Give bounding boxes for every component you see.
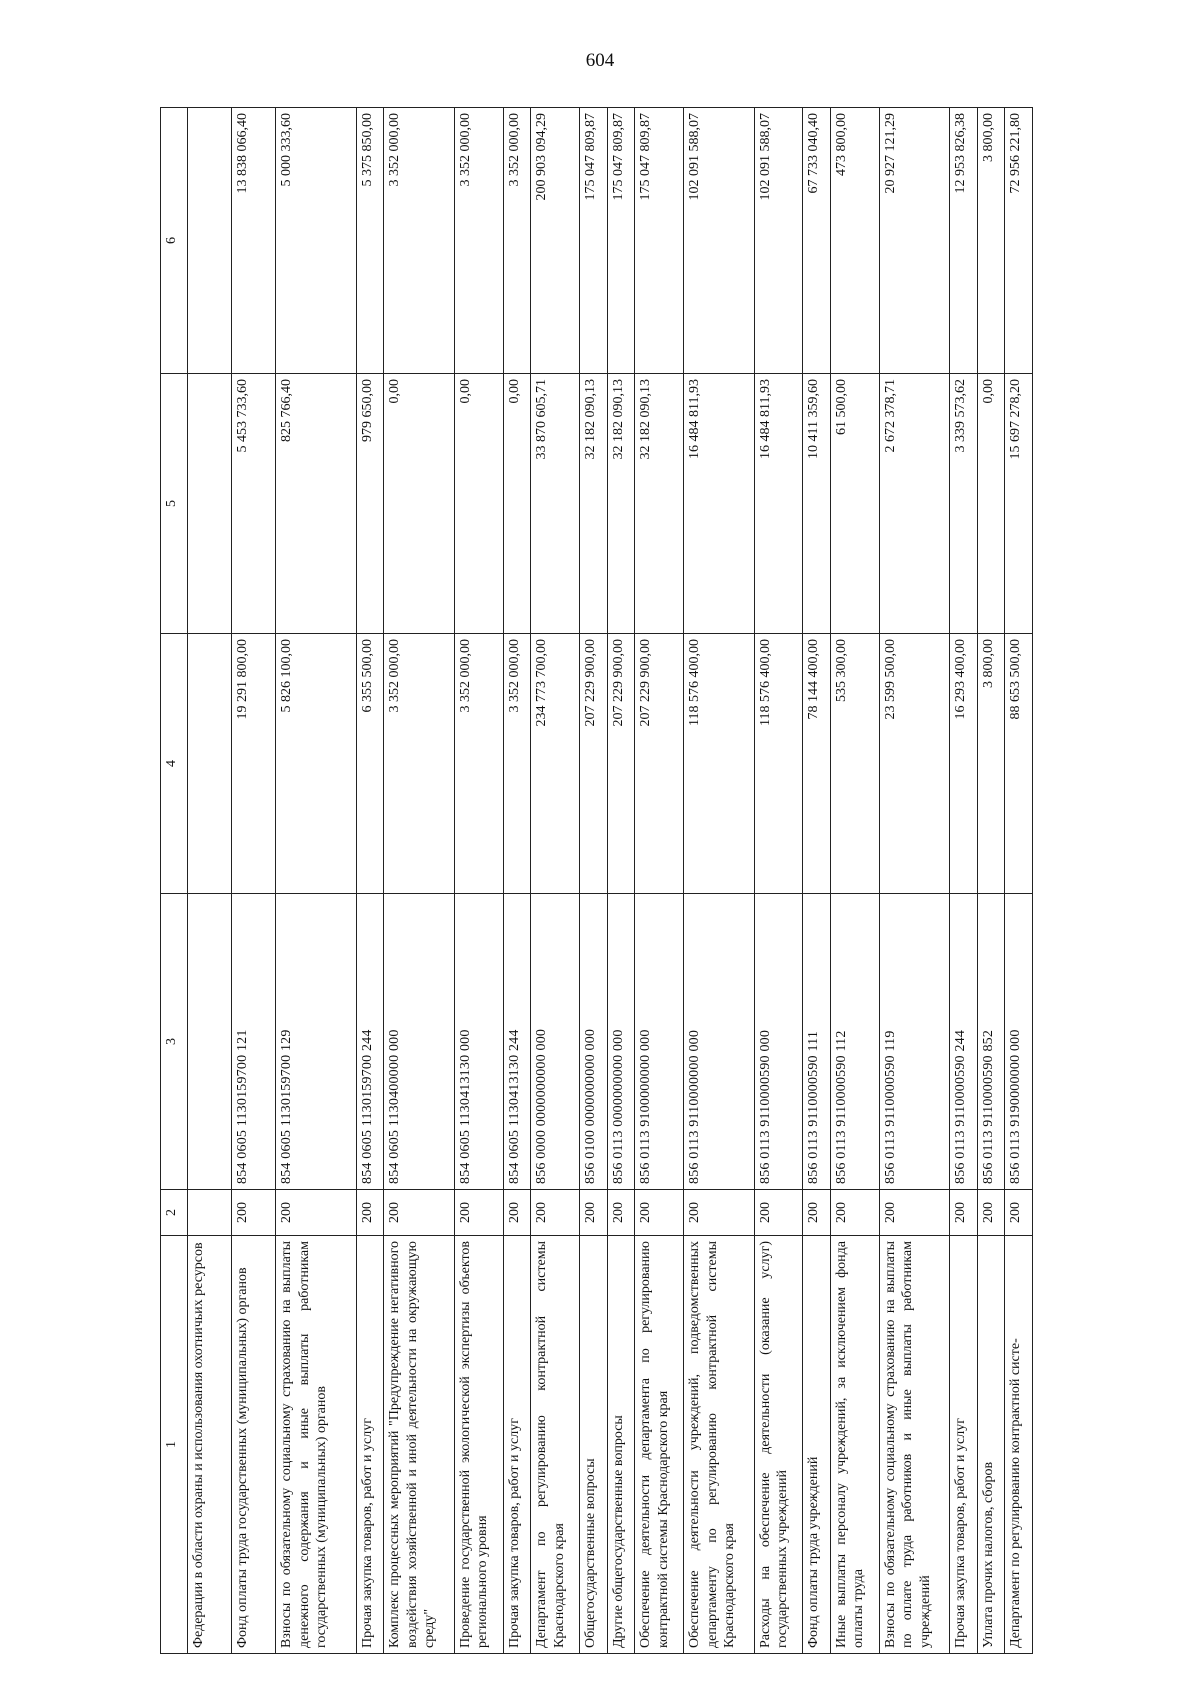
row-code-cell: 200 bbox=[276, 1190, 357, 1236]
row-executed-cell bbox=[188, 374, 232, 634]
row-executed-cell: 0,00 bbox=[384, 374, 454, 634]
row-remaining-cell: 175 047 809,87 bbox=[580, 108, 608, 374]
row-approved-cell: 3 352 000,00 bbox=[503, 634, 531, 894]
row-classifier-cell: 856 0113 9190000000 000 bbox=[1005, 894, 1033, 1190]
table-row bbox=[754, 108, 803, 1654]
row-approved-cell: 207 229 900,00 bbox=[607, 634, 635, 894]
row-name-cell: Взносы по обязательному социальному страхованию на выплаты по оплате труда работников и иные выплаты работникам учреждений bbox=[879, 1236, 949, 1654]
row-classifier-cell: 856 0113 9110000590 119 bbox=[879, 894, 949, 1190]
row-remaining-cell: 3 800,00 bbox=[977, 108, 1005, 374]
row-code-cell: 200 bbox=[454, 1190, 503, 1236]
row-code-cell: 200 bbox=[754, 1190, 803, 1236]
row-approved-cell: 3 800,00 bbox=[977, 634, 1005, 894]
row-code-cell: 200 bbox=[607, 1190, 635, 1236]
row-remaining-cell: 3 352 000,00 bbox=[454, 108, 503, 374]
row-approved-cell: 3 352 000,00 bbox=[384, 634, 454, 894]
table-row bbox=[950, 108, 978, 1654]
row-executed-cell: 0,00 bbox=[454, 374, 503, 634]
row-classifier-cell: 854 0605 1130400000 000 bbox=[384, 894, 454, 1190]
row-classifier-cell: 856 0000 0000000000 000 bbox=[531, 894, 580, 1190]
row-code-cell: 200 bbox=[950, 1190, 978, 1236]
table-row bbox=[356, 108, 384, 1654]
row-name-cell: Прочая закупка товаров, работ и услуг bbox=[503, 1236, 531, 1654]
row-name-cell: Иные выплаты персоналу учреждений, за исключением фонда оплаты труда bbox=[830, 1236, 879, 1654]
row-name-cell: Проведение государственной экологической экспертизы объектов регионального уровня bbox=[454, 1236, 503, 1654]
row-executed-cell: 16 484 811,93 bbox=[684, 374, 754, 634]
row-code-cell: 200 bbox=[803, 1190, 831, 1236]
row-approved-cell: 234 773 700,00 bbox=[531, 634, 580, 894]
table-row bbox=[276, 108, 357, 1654]
column-header-3: 3 bbox=[161, 894, 188, 1190]
row-code-cell: 200 bbox=[1005, 1190, 1033, 1236]
row-remaining-cell: 102 091 588,07 bbox=[754, 108, 803, 374]
row-executed-cell: 16 484 811,93 bbox=[754, 374, 803, 634]
row-approved-cell: 16 293 400,00 bbox=[950, 634, 978, 894]
row-classifier-cell: 856 0113 9110000590 244 bbox=[950, 894, 978, 1190]
row-approved-cell: 207 229 900,00 bbox=[580, 634, 608, 894]
row-classifier-cell: 856 0113 9110000590 852 bbox=[977, 894, 1005, 1190]
row-code-cell: 200 bbox=[232, 1190, 276, 1236]
row-remaining-cell: 175 047 809,87 bbox=[607, 108, 635, 374]
row-code-cell: 200 bbox=[384, 1190, 454, 1236]
row-classifier-cell: 856 0113 0000000000 000 bbox=[607, 894, 635, 1190]
row-remaining-cell: 72 956 221,80 bbox=[1005, 108, 1033, 374]
row-remaining-cell: 473 800,00 bbox=[830, 108, 879, 374]
row-classifier-cell: 856 0113 9110000590 111 bbox=[803, 894, 831, 1190]
row-approved-cell: 23 599 500,00 bbox=[879, 634, 949, 894]
row-name-cell: Департамент по регулированию контрактной систе- bbox=[1005, 1236, 1033, 1654]
column-header-4: 4 bbox=[161, 634, 188, 894]
row-remaining-cell: 200 903 094,29 bbox=[531, 108, 580, 374]
row-remaining-cell: 175 047 809,87 bbox=[635, 108, 684, 374]
row-code-cell: 200 bbox=[830, 1190, 879, 1236]
row-executed-cell: 32 182 090,13 bbox=[635, 374, 684, 634]
row-executed-cell: 32 182 090,13 bbox=[607, 374, 635, 634]
row-executed-cell: 32 182 090,13 bbox=[580, 374, 608, 634]
row-classifier-cell: 856 0113 9100000000 000 bbox=[635, 894, 684, 1190]
row-remaining-cell: 3 352 000,00 bbox=[503, 108, 531, 374]
row-name-cell: Обеспечение деятельности учреждений, подведомственных департаменту по регулированию контрактной системы Краснодарского края bbox=[684, 1236, 754, 1654]
row-code-cell: 200 bbox=[531, 1190, 580, 1236]
row-remaining-cell bbox=[188, 108, 232, 374]
row-code-cell: 200 bbox=[503, 1190, 531, 1236]
row-code-cell: 200 bbox=[635, 1190, 684, 1236]
table-row bbox=[454, 108, 503, 1654]
table-row bbox=[684, 108, 754, 1654]
row-code-cell bbox=[188, 1190, 232, 1236]
row-executed-cell: 0,00 bbox=[503, 374, 531, 634]
row-approved-cell bbox=[188, 634, 232, 894]
row-name-cell: Другие общегосударственные вопросы bbox=[607, 1236, 635, 1654]
column-header-2: 2 bbox=[161, 1190, 188, 1236]
table-row bbox=[803, 108, 831, 1654]
row-approved-cell: 6 355 500,00 bbox=[356, 634, 384, 894]
row-name-cell: Фонд оплаты труда учреждений bbox=[803, 1236, 831, 1654]
row-remaining-cell: 13 838 066,40 bbox=[232, 108, 276, 374]
row-name-cell: Прочая закупка товаров, работ и услуг bbox=[356, 1236, 384, 1654]
row-remaining-cell: 5 000 333,60 bbox=[276, 108, 357, 374]
row-name-cell: Комплекс процессных мероприятий "Предупреждение негативного воздействия хозяйственной и иной деятельности на окружающую среду" bbox=[384, 1236, 454, 1654]
row-executed-cell: 979 650,00 bbox=[356, 374, 384, 634]
row-approved-cell: 78 144 400,00 bbox=[803, 634, 831, 894]
row-approved-cell: 88 653 500,00 bbox=[1005, 634, 1033, 894]
row-approved-cell: 118 576 400,00 bbox=[754, 634, 803, 894]
row-name-cell: Расходы на обеспечение деятельности (оказание услуг) государственных учреждений bbox=[754, 1236, 803, 1654]
row-code-cell: 200 bbox=[977, 1190, 1005, 1236]
row-classifier-cell bbox=[188, 894, 232, 1190]
row-classifier-cell: 856 0100 0000000000 000 bbox=[580, 894, 608, 1190]
row-code-cell: 200 bbox=[356, 1190, 384, 1236]
row-executed-cell: 61 500,00 bbox=[830, 374, 879, 634]
column-header-1: 1 bbox=[161, 1236, 188, 1654]
row-executed-cell: 33 870 605,71 bbox=[531, 374, 580, 634]
table-row bbox=[1005, 108, 1033, 1654]
row-code-cell: 200 bbox=[879, 1190, 949, 1236]
row-executed-cell: 15 697 278,20 bbox=[1005, 374, 1033, 634]
row-classifier-cell: 854 0605 1130159700 121 bbox=[232, 894, 276, 1190]
row-classifier-cell: 854 0605 1130413130 244 bbox=[503, 894, 531, 1190]
row-name-cell: Прочая закупка товаров, работ и услуг bbox=[950, 1236, 978, 1654]
row-name-cell: Обеспечение деятельности департамента по регулированию контрактной системы Краснодарского края bbox=[635, 1236, 684, 1654]
row-approved-cell: 19 291 800,00 bbox=[232, 634, 276, 894]
row-executed-cell: 3 339 573,62 bbox=[950, 374, 978, 634]
row-classifier-cell: 854 0605 1130159700 244 bbox=[356, 894, 384, 1190]
row-remaining-cell: 67 733 040,40 bbox=[803, 108, 831, 374]
table-body bbox=[188, 108, 1033, 1654]
row-name-cell: Фонд оплаты труда государственных (муниципальных) органов bbox=[232, 1236, 276, 1654]
row-executed-cell: 10 411 359,60 bbox=[803, 374, 831, 634]
table-row bbox=[531, 108, 580, 1654]
table-row bbox=[580, 108, 608, 1654]
row-remaining-cell: 12 953 826,38 bbox=[950, 108, 978, 374]
row-classifier-cell: 854 0605 1130159700 129 bbox=[276, 894, 357, 1190]
table-row bbox=[830, 108, 879, 1654]
row-name-cell: Департамент по регулированию контрактной системы Краснодарского края bbox=[531, 1236, 580, 1654]
table-row bbox=[384, 108, 454, 1654]
row-approved-cell: 5 826 100,00 bbox=[276, 634, 357, 894]
row-approved-cell: 3 352 000,00 bbox=[454, 634, 503, 894]
row-executed-cell: 5 453 733,60 bbox=[232, 374, 276, 634]
table-row bbox=[232, 108, 276, 1654]
table-row bbox=[977, 108, 1005, 1654]
table-row bbox=[635, 108, 684, 1654]
row-classifier-cell: 856 0113 9110000590 000 bbox=[754, 894, 803, 1190]
column-header-6: 6 bbox=[161, 108, 188, 374]
row-name-cell: Взносы по обязательному социальному страхованию на выплаты денежного содержания и иные выплаты работникам государственных (муниципальных) органов bbox=[276, 1236, 357, 1654]
row-executed-cell: 2 672 378,71 bbox=[879, 374, 949, 634]
table-header-row bbox=[161, 108, 188, 1654]
row-name-cell: Общегосударственные вопросы bbox=[580, 1236, 608, 1654]
row-name-cell: Федерации в области охраны и использования охотничьих ресурсов bbox=[188, 1236, 232, 1654]
table-row bbox=[503, 108, 531, 1654]
row-approved-cell: 535 300,00 bbox=[830, 634, 879, 894]
row-remaining-cell: 20 927 121,29 bbox=[879, 108, 949, 374]
budget-table bbox=[160, 107, 1033, 1654]
row-executed-cell: 825 766,40 bbox=[276, 374, 357, 634]
page-number: 604 bbox=[585, 50, 615, 71]
table-row bbox=[607, 108, 635, 1654]
row-approved-cell: 118 576 400,00 bbox=[684, 634, 754, 894]
row-executed-cell: 0,00 bbox=[977, 374, 1005, 634]
row-classifier-cell: 856 0113 9110000590 112 bbox=[830, 894, 879, 1190]
row-approved-cell: 207 229 900,00 bbox=[635, 634, 684, 894]
column-header-5: 5 bbox=[161, 374, 188, 634]
table-row bbox=[188, 108, 232, 1654]
rotated-table-wrapper bbox=[160, 108, 1033, 1654]
row-classifier-cell: 854 0605 1130413130 000 bbox=[454, 894, 503, 1190]
table-row bbox=[879, 108, 949, 1654]
row-code-cell: 200 bbox=[684, 1190, 754, 1236]
row-name-cell: Уплата прочих налогов, сборов bbox=[977, 1236, 1005, 1654]
row-remaining-cell: 3 352 000,00 bbox=[384, 108, 454, 374]
row-classifier-cell: 856 0113 9110000000 000 bbox=[684, 894, 754, 1190]
row-remaining-cell: 102 091 588,07 bbox=[684, 108, 754, 374]
row-remaining-cell: 5 375 850,00 bbox=[356, 108, 384, 374]
row-code-cell: 200 bbox=[580, 1190, 608, 1236]
